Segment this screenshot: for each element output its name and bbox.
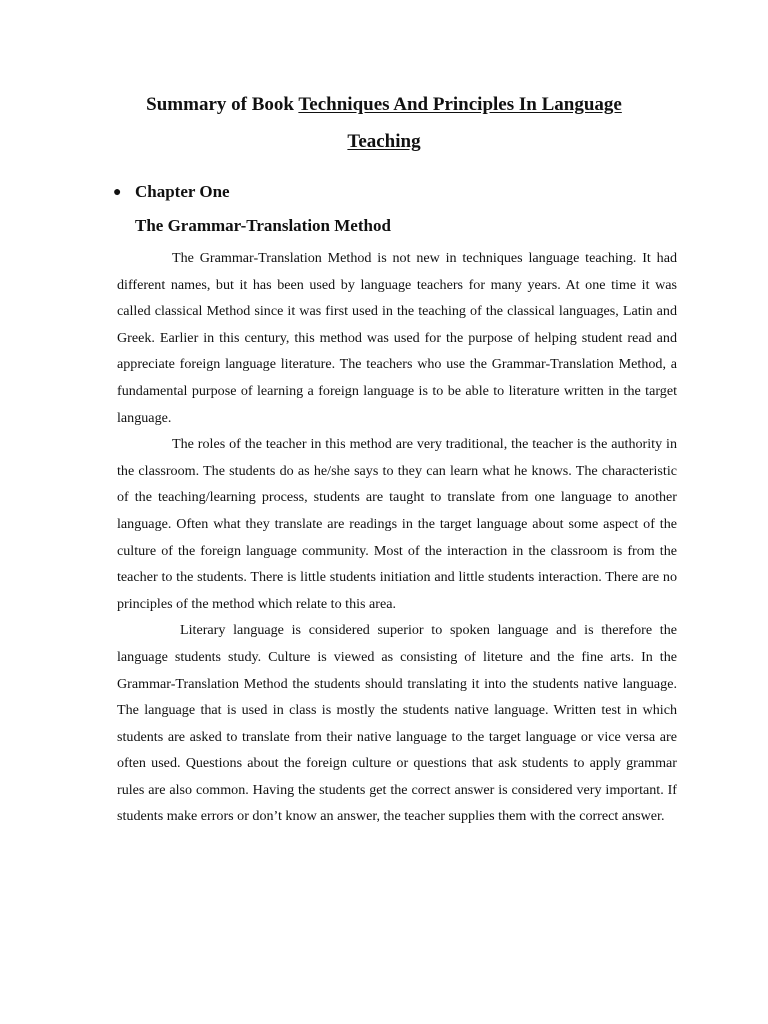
paragraph: Literary language is considered superior to spoken language and is therefore the language students study. Culture is viewed as consisting of liteture and the fine arts. In the Grammar-Translation Method the students should translating it into the students native language. The language that is used in class is mostly the students native language. Written test in which students are asked to translate from their native language to the target language or vice versa are often used. Questions about the foreign culture or questions that ask students to apply grammar rules are also common. Having the students get the correct answer is considered very important. If students make errors or don’t know an answer, the teacher supplies them with the correct answer. xyxy=(117,622,677,825)
title-prefix: Summary of Book xyxy=(146,94,299,115)
book-title-part2: Teaching xyxy=(347,131,421,152)
document-title xyxy=(100,95,668,115)
paragraph: The roles of the teacher in this method are very traditional, the teacher is the authority in the classroom. The students do as he/she says to they can learn what he knows. The characteristic of the teaching/learning process, students are taught to translate from one language to another language. Often what they translate are readings in the target language about some aspect of the culture of the foreign language community. Most of the interaction in the classroom is from the teacher to the students. There is little students initiation and little students interaction. There are no principles of the method which relate to this area. xyxy=(117,436,677,612)
paragraph: The Grammar-Translation Method is not new in techniques language teaching. It had different names, but it has been used by language teachers for many years. At one time it was called classical Method since it was first used in the teaching of the classical languages, Latin and Greek. Earlier in this century, this method was used for the purpose of helping student read and appreciate foreign language literature. The teachers who use the Grammar-Translation Method, a fundamental purpose of learning a foreign language is to be able to literature written in the target language. xyxy=(117,250,677,426)
document-title-continued xyxy=(100,132,668,152)
book-title-part1: Techniques And Principles In Language xyxy=(298,94,622,115)
chapter-heading xyxy=(113,181,230,204)
bullet-icon: ● xyxy=(113,185,122,200)
section-subheading: The Grammar-Translation Method xyxy=(135,216,391,235)
body-text xyxy=(117,245,677,830)
chapter-heading-text: Chapter One xyxy=(135,182,230,201)
